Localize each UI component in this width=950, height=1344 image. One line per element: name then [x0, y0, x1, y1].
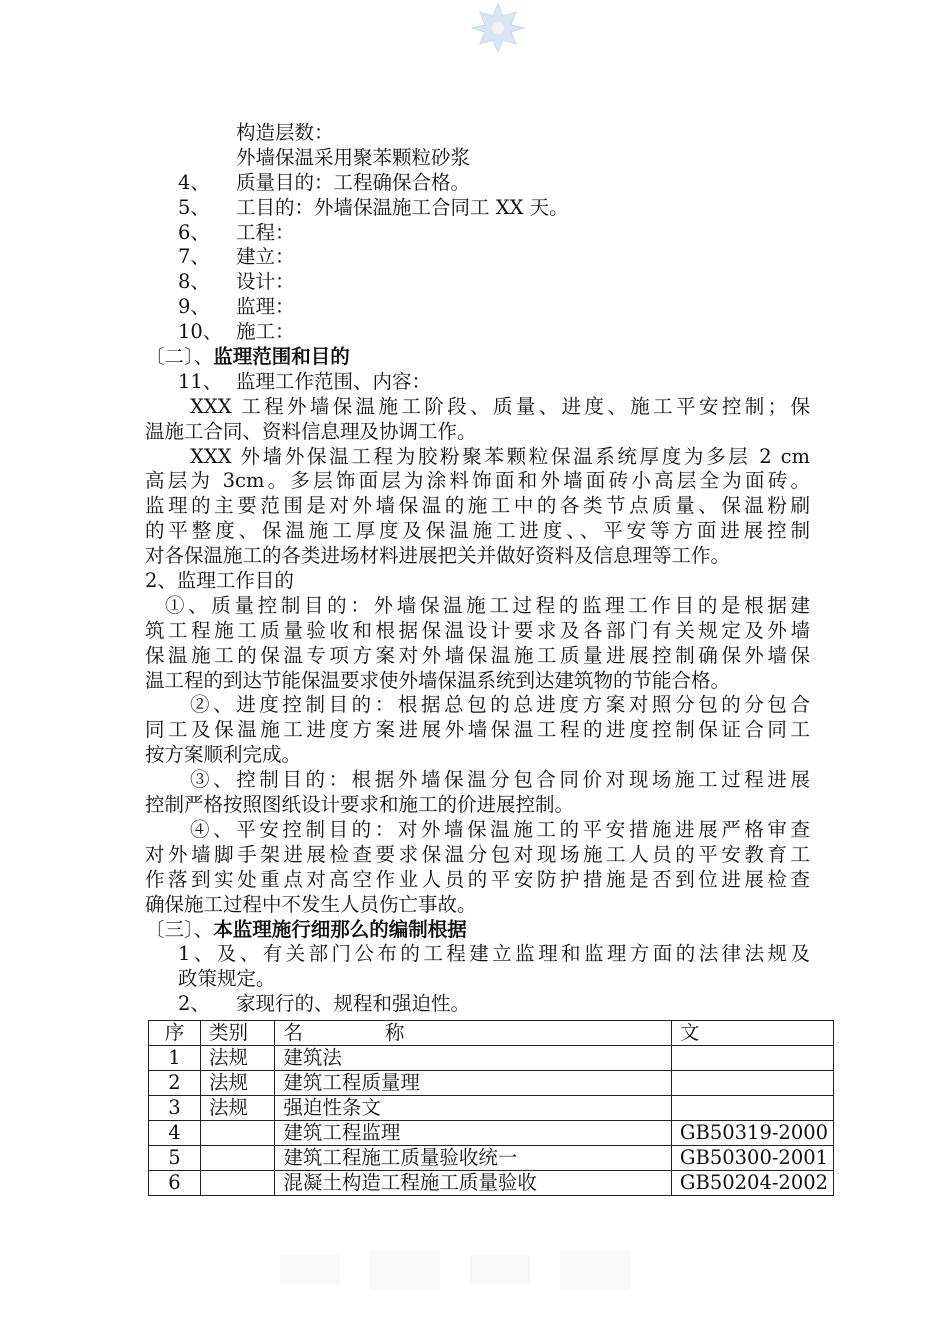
cell-no: 2: [149, 1071, 201, 1096]
list-item: 8、 设计：: [178, 270, 295, 294]
section-heading-3: 〔三〕、本监理施行细那么的编制根据: [145, 917, 467, 941]
watermark-shape: [270, 1240, 700, 1300]
table-row: [149, 1071, 834, 1096]
list-item: 9、 监理：: [178, 295, 295, 319]
cell-code: GB50204-2002: [671, 1171, 833, 1196]
table-row: [149, 1046, 834, 1071]
paragraph-safety-goal: ④、平安控制目的：对外墙保温施工的平安措施进展严格审查 对外墙脚手架进展检查要求保温分包对现场施工人员的平安教育工 作落到实处重点对高空作业人员的平安防护措施是否到位进展检查 确保施工过程中不发生人员伤亡事故。: [145, 817, 810, 916]
paragraph-scope-detail: XXX 外墙外保温工程为胶粉聚苯颗粒保温系统厚度为多层 2 cm 高层为 3cm。多层饰面层为涂料饰面和外墙面砖小高层全为面砖。 监理的主要范围是对外墙保温的施工中的各类节点质量、保温粉刷 的平整度、保温施工厚度及保温施工进度、、平安等方面进展控制 对各保温施工的各类进场材料进展把关并做好资料及信息理等工作。: [145, 444, 810, 568]
paragraph-basis-1: 1、及、有关部门公布的工程建立监理和监理方面的法律法规及 政策规定。: [178, 942, 810, 991]
table-row: [149, 1096, 834, 1121]
header-name: 名 称: [275, 1021, 672, 1046]
table-row: [149, 1121, 834, 1146]
paragraph-schedule-goal: ②、进度控制目的：根据总包的总进度方案对照分包的分包合 同工及保温施工进度方案进展外墙保温工程的进度控制保证合同工 按方案顺利完成。: [145, 693, 810, 767]
project-info-list: [145, 171, 810, 345]
cell-code: [671, 1071, 833, 1096]
cell-type: 法规: [200, 1071, 274, 1096]
table-row: [149, 1146, 834, 1171]
cell-type: 法规: [200, 1046, 274, 1071]
cell-type: 法规: [200, 1096, 274, 1121]
subheading-goals: 2、监理工作目的: [145, 569, 294, 593]
cell-code: [671, 1096, 833, 1121]
cell-type: [200, 1171, 274, 1196]
cell-code: GB50300-2001: [671, 1146, 833, 1171]
list-item: 10、 施工：: [178, 320, 295, 344]
header-no: 序: [149, 1021, 201, 1046]
cell-name: 混凝土构造工程施工质量验收: [275, 1171, 672, 1196]
cell-no: 5: [149, 1146, 201, 1171]
cell-no: 6: [149, 1171, 201, 1196]
header-code: 文: [671, 1021, 833, 1046]
list-item: 2、 家现行的、规程和强迫性。: [178, 992, 471, 1016]
document-body: [145, 121, 810, 1017]
cell-code: GB50319-2000: [671, 1121, 833, 1146]
structure-label: 构造层数：: [236, 121, 334, 144]
cell-type: [200, 1121, 274, 1146]
cell-name: 强迫性条文: [275, 1096, 672, 1121]
cell-no: 1: [149, 1046, 201, 1071]
table-header-row: [149, 1021, 834, 1046]
cell-no: 4: [149, 1121, 201, 1146]
cell-code: [671, 1046, 833, 1071]
list-item: 5、 工目的：外墙保温施工合同工 XX 天。: [178, 195, 569, 219]
list-item: 7、 建立：: [178, 245, 295, 269]
list-item: 11、 监理工作范围、内容：: [178, 369, 432, 393]
paragraph-quality-goal: ①、质量控制目的：外墙保温施工过程的监理工作目的是根据建 筑工程施工质量验收和根据保温设计要求及各部门有关规定及外墙 保温施工的保温专项方案对外墙保温施工质量进展控制确保外墙保 温工程的到达节能保温要求使外墙保温系统到达建筑物的节能合格。: [145, 593, 810, 692]
cell-name: 建筑工程质量理: [275, 1071, 672, 1096]
cell-name: 建筑工程施工质量验收统一: [275, 1146, 672, 1171]
cell-type: [200, 1146, 274, 1171]
structure-value: 外墙保温采用聚苯颗粒砂浆: [236, 145, 471, 169]
cell-no: 3: [149, 1096, 201, 1121]
header-type: 类别: [200, 1021, 274, 1046]
snowflake-icon: [470, 2, 526, 54]
regulations-table: [148, 1020, 834, 1196]
list-item: 6、 工程：: [178, 220, 295, 244]
paragraph-cost-goal: ③、控制目的：根据外墙保温分包合同价对现场施工过程进展 控制严格按照图纸设计要求和施工的价进展控制。: [145, 768, 810, 817]
list-item: 4、 质量目的：工程确保合格。: [178, 170, 471, 194]
section-heading-2: 〔二〕、监理范围和目的: [145, 345, 350, 369]
cell-name: 建筑法: [275, 1046, 672, 1071]
table-row: [149, 1171, 834, 1196]
paragraph-scope: XXX 工程外墙保温施工阶段、质量、进度、施工平安控制；保 温施工合同、资料信息理及协调工作。: [145, 394, 810, 443]
cell-name: 建筑工程监理: [275, 1121, 672, 1146]
